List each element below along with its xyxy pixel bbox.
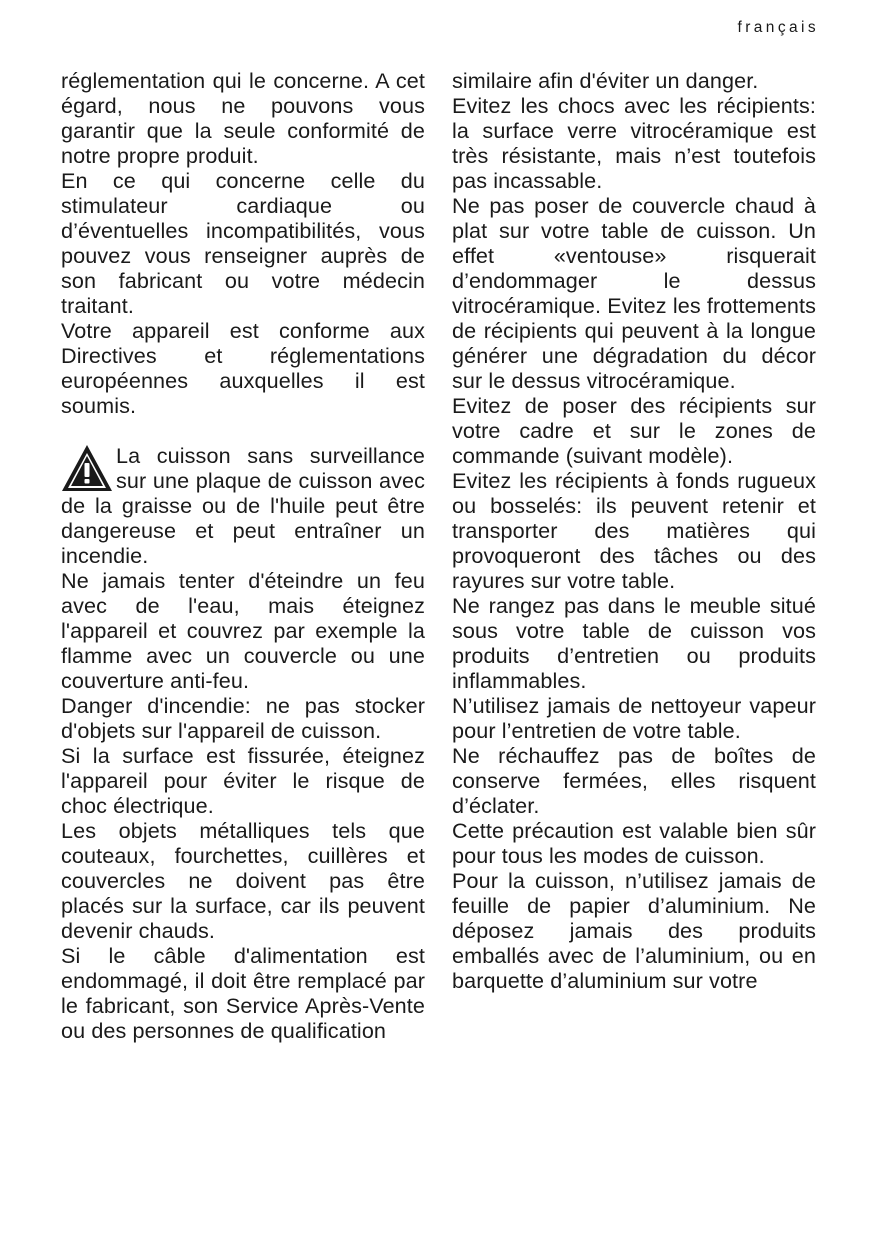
left-column bbox=[61, 68, 425, 1043]
language-label: français bbox=[737, 19, 819, 36]
warning-text: La cuisson sans surveillance sur une plaque de cuisson avec de la graisse ou de l'huile peut être dangereuse et peut entraîner un incendie. bbox=[61, 443, 425, 568]
paragraph-hot-lid: Ne pas poser de couvercle chaud à plat sur votre table de cuisson. Un effet «ventouse» risquerait d’endommager le dessus vitrocéramique. Evitez les frottements de récipients qui peuvent à la longue générer une dégradation du décor sur le dessus vitrocéramique. bbox=[452, 193, 816, 393]
warning-block bbox=[61, 443, 425, 568]
paragraph-spacer bbox=[61, 418, 425, 443]
paragraph-shocks: Evitez les chocs avec les récipients: la surface verre vitrocéramique est très résistante, mais n’est toutefois pas incassable. bbox=[452, 93, 816, 193]
paragraph-rough-bottoms: Evitez les récipients à fonds rugueux ou bosselés: ils peuvent retenir et transporter des matières qui provoqueront des tâches ou des rayures sur votre table. bbox=[452, 468, 816, 593]
paragraph-metal-objects: Les objets métalliques tels que couteaux, fourchettes, cuillères et couvercles ne doivent pas être placés sur la surface, car ils peuvent devenir chauds. bbox=[61, 818, 425, 943]
paragraph-aluminium: Pour la cuisson, n’utilisez jamais de feuille de papier d’aluminium. Ne déposez jamais des produits emballés avec de l’aluminium, ou en barquette d’aluminium sur votre bbox=[452, 868, 816, 993]
paragraph-regulation: réglementation qui le concerne. A cet égard, nous ne pouvons vous garantir que la seule conformité de notre propre produit. bbox=[61, 68, 425, 168]
paragraph-danger-continued: similaire afin d'éviter un danger. bbox=[452, 68, 759, 93]
paragraph-cracked-surface: Si la surface est fissurée, éteignez l'appareil pour éviter le risque de choc électrique. bbox=[61, 743, 425, 818]
paragraph-directives: Votre appareil est conforme aux Directives et réglementations européennes auxquelles il est soumis. bbox=[61, 318, 425, 418]
warning-triangle-icon bbox=[61, 443, 113, 493]
paragraph-frame-controls: Evitez de poser des récipients sur votre cadre et sur le zones de commande (suivant modèle). bbox=[452, 393, 816, 468]
paragraph-fire-water: Ne jamais tenter d'éteindre un feu avec de l'eau, mais éteignez l'appareil et couvrez par exemple la flamme avec un couvercle ou une couverture anti-feu. bbox=[61, 568, 425, 693]
paragraph-fire-danger: Danger d'incendie: ne pas stocker d'objets sur l'appareil de cuisson. bbox=[61, 693, 425, 743]
paragraph-all-modes: Cette précaution est valable bien sûr pour tous les modes de cuisson. bbox=[452, 818, 816, 868]
paragraph-steam-cleaner: N’utilisez jamais de nettoyeur vapeur pour l’entretien de votre table. bbox=[452, 693, 816, 743]
paragraph-power-cable: Si le câble d'alimentation est endommagé, il doit être remplacé par le fabricant, son Service Après-Vente ou des personnes de qualification bbox=[61, 943, 425, 1043]
right-column bbox=[452, 68, 816, 993]
paragraph-closed-cans: Ne réchauffez pas de boîtes de conserve fermées, elles risquent d’éclater. bbox=[452, 743, 816, 818]
paragraph-pacemaker: En ce qui concerne celle du stimulateur cardiaque ou d’éventuelles incompatibilités, vous pouvez vous renseigner auprès de son fabricant ou votre médecin traitant. bbox=[61, 168, 425, 318]
paragraph-storage: Ne rangez pas dans le meuble situé sous votre table de cuisson vos produits d’entretien ou produits inflammables. bbox=[452, 593, 816, 693]
